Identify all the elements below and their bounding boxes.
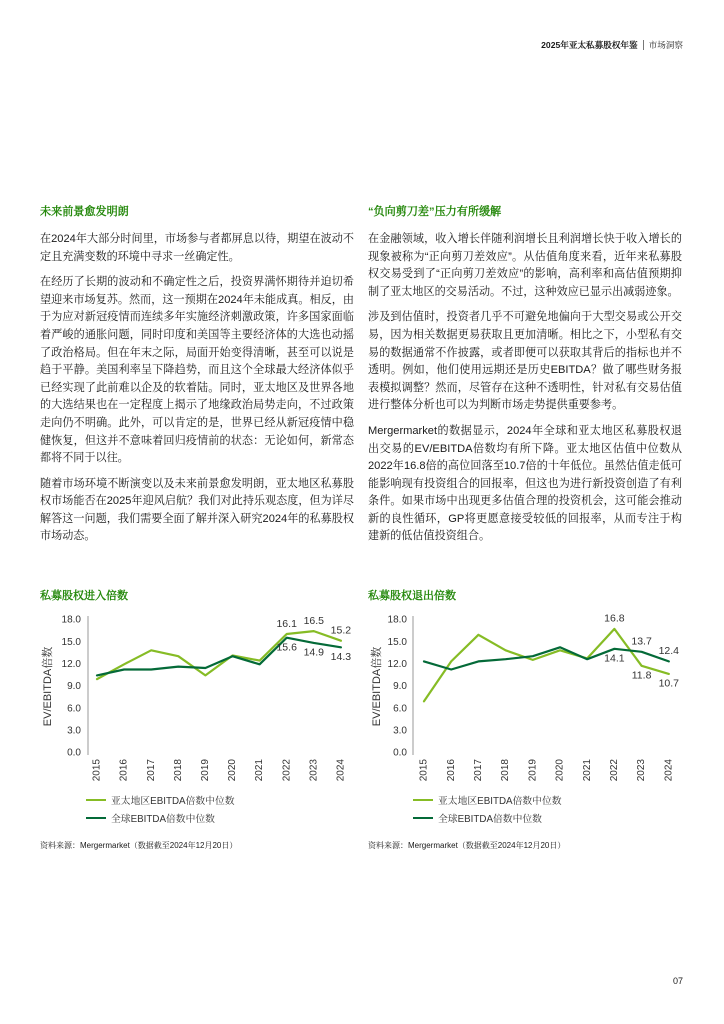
paragraph-4: 在金融领域，收入增长伴随利润增长且利润增长快于收入增长的现象被称为“正向剪刀差效应”。从估值角度来看，近年来私募股权交易受到了“正向剪刀差效应”的影响，高利率和高估值预期抑制了亚太地区的交易活动。不过，这种效应已显示出减弱迹象。: [368, 232, 682, 298]
section-name: 市场洞察: [643, 40, 683, 50]
entry-chart-legend: [86, 791, 235, 827]
y-tick-label: 18.0: [61, 614, 81, 626]
apac-data-label: 16.8: [604, 612, 625, 625]
legend-item-global: [413, 809, 562, 827]
x-tick-label: 2024: [335, 759, 347, 782]
x-tick-label: 2015: [91, 759, 103, 782]
global-data-label: 15.6: [276, 641, 297, 654]
global-data-label: 14.1: [604, 652, 625, 665]
legend-item-apac: [86, 791, 235, 809]
global-data-label: 12.4: [658, 645, 680, 658]
apac-data-label: 11.8: [631, 669, 652, 682]
y-tick-label: 0.0: [67, 747, 81, 759]
y-tick-label: 9.0: [393, 681, 407, 693]
x-tick-label: 2023: [636, 759, 648, 782]
y-axis-title: EV/EBITDA倍数: [41, 646, 54, 727]
exit-chart-legend: [413, 791, 562, 827]
entry-chart-title: 私募股权进入倍数: [40, 590, 128, 602]
y-tick-label: 18.0: [387, 614, 407, 626]
x-tick-label: 2018: [500, 759, 512, 782]
paragraph-3: 随着市场环境不断演变以及未来前景愈发明朗，亚太地区私募股权市场能否在2025年迎风启航？我们对此持乐观态度，但为详尽解答这一问题，我们需要全面了解并深入研究2024年的私募股权市场动态。: [40, 477, 354, 543]
right-column: [368, 204, 682, 554]
x-tick-label: 2018: [172, 759, 184, 782]
entry-multiples-chart: [30, 605, 356, 795]
legend-swatch-global: [413, 817, 433, 819]
running-header: [541, 39, 683, 51]
y-tick-label: 9.0: [67, 681, 81, 693]
legend-label-apac: 亚太地区EBITDA倍数中位数: [438, 796, 562, 807]
exit-multiples-chart: [358, 605, 686, 795]
legend-swatch-apac: [413, 799, 433, 801]
x-tick-label: 2022: [281, 759, 293, 782]
y-axis-title: EV/EBITDA倍数: [370, 646, 383, 727]
exit-chart-source: 资料来源：Mergermarket（数据截至2024年12月20日）: [368, 841, 566, 850]
x-tick-label: 2024: [663, 759, 675, 782]
apac-data-label: 16.5: [303, 614, 325, 627]
global-data-label: 13.7: [631, 635, 652, 648]
y-tick-label: 6.0: [393, 703, 407, 715]
legend-label-global: 全球EBITDA倍数中位数: [438, 814, 542, 825]
y-tick-label: 3.0: [393, 725, 407, 737]
x-tick-label: 2017: [473, 759, 485, 782]
entry-chart-source: 资料来源：Mergermarket（数据截至2024年12月20日）: [40, 841, 238, 850]
paragraph-2: 在经历了长期的波动和不确定性之后，投资界满怀期待并迫切希望迎来市场复苏。然而，这一预期在2024年未能成真。相反，由于为应对新冠疫情而连续多年实施经济刺激政策，许多国家面临着严峻的通胀问题，同时印度和美国等主要经济体的大选也动摇了政治格局。但在年末之际，局面开始变得清晰，甚至可以说是趋于平静。美国利率呈下降趋势，而且这个全球最大经济体似乎已经实现了此前难以企及的软着陆。同时，亚太地区及世界各地的大选结果也在一定程度上揭示了地缘政治局势走向，不过政策走向仍不明确。此外，可以肯定的是，世界已经从新冠疫情中稳健恢复，但这并不意味着回归疫情前的状态：无论如何，新常态都将不同于以往。: [40, 276, 354, 465]
apac-data-label: 16.1: [276, 617, 297, 630]
x-tick-label: 2023: [308, 759, 320, 782]
x-tick-label: 2015: [418, 759, 430, 782]
y-tick-label: 6.0: [67, 703, 81, 715]
legend-label-apac: 亚太地区EBITDA倍数中位数: [111, 796, 235, 807]
apac-data-label: 10.7: [658, 677, 680, 690]
x-tick-label: 2019: [200, 759, 212, 782]
x-tick-label: 2017: [145, 759, 157, 782]
global-data-label: 14.3: [330, 651, 352, 664]
y-tick-label: 12.0: [61, 658, 81, 670]
y-tick-label: 15.0: [61, 636, 81, 648]
global-data-label: 14.9: [303, 646, 325, 659]
x-tick-label: 2016: [118, 759, 130, 782]
publication-title: 2025年亚太私募股权年鉴: [541, 40, 638, 50]
legend-item-global: [86, 809, 235, 827]
x-tick-label: 2020: [227, 759, 239, 782]
x-tick-label: 2019: [527, 759, 539, 782]
y-tick-label: 12.0: [387, 658, 407, 670]
exit-chart-title: 私募股权退出倍数: [368, 590, 456, 602]
section-heading-outlook: 未来前景愈发明朗: [40, 206, 129, 218]
legend-swatch-apac: [86, 799, 106, 801]
apac-data-label: 15.2: [330, 624, 352, 637]
legend-label-global: 全球EBITDA倍数中位数: [111, 814, 215, 825]
section-heading-scissors: “负向剪刀差”压力有所缓解: [368, 206, 502, 218]
x-tick-label: 2022: [609, 759, 621, 782]
x-tick-label: 2021: [581, 759, 593, 782]
paragraph-6: Mergermarket的数据显示，2024年全球和亚太地区私募股权退出交易的EV/EBITDA倍数均有所下降。亚太地区估值中位数从2022年16.8倍的高位回落至10.7倍的十年低位。虽然估值走低可能影响现有投资组合的回报率，但这也为进行新投资创造了有利条件。如果市场中出现更多估值合理的投资机会，这可能会推动新的良性循环，GP将更愿意接受较低的回报率，从而专注于构建新的低估值投资组合。: [368, 424, 682, 543]
legend-swatch-global: [86, 817, 106, 819]
y-tick-label: 0.0: [393, 747, 407, 759]
page-number: 07: [672, 976, 683, 986]
x-tick-label: 2016: [445, 759, 457, 782]
left-column: [40, 204, 354, 554]
y-tick-label: 15.0: [387, 636, 407, 648]
paragraph-1: 在2024年大部分时间里，市场参与者都屏息以待，期望在波动不定且充满变数的环境中寻求一丝确定性。: [40, 232, 354, 263]
y-tick-label: 3.0: [67, 725, 81, 737]
legend-item-apac: [413, 791, 562, 809]
x-tick-label: 2020: [554, 759, 566, 782]
x-tick-label: 2021: [254, 759, 266, 782]
paragraph-5: 涉及到估值时，投资者几乎不可避免地偏向于大型交易或公开交易，因为相关数据更易获取且更加清晰。相比之下，小型私有交易的数据通常不作披露，或者即便可以获取其背后的指标也并不透明。例如，他们使用远期还是历史EBITDA？做了哪些财务报表模拟调整？然而，尽管存在这种不透明性，针对私有交易估值进行整体分析也可以为判断市场走势提供重要参考。: [368, 311, 682, 412]
